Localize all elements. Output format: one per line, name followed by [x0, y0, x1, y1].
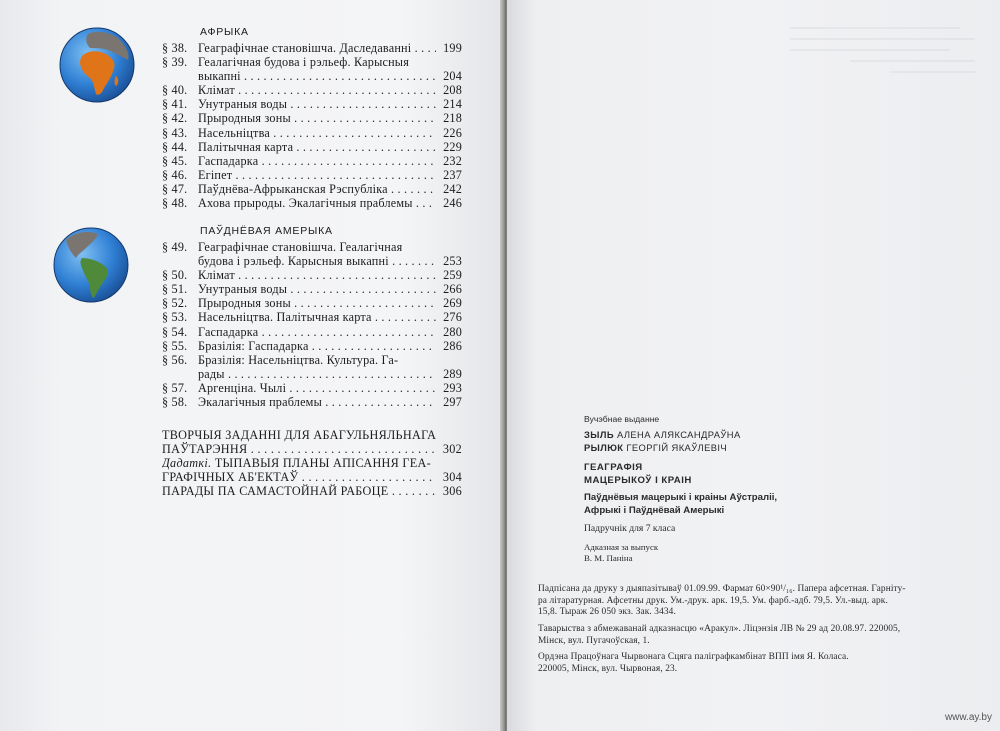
toc-entry-50: § 50. Клімат . . . 259 — [162, 268, 462, 282]
toc-entry-54: § 54. Гаспадарка . . . 280 — [162, 325, 462, 339]
toc-entry-43: § 43. Насельніцтва . . . 226 — [162, 126, 462, 140]
toc-appendix: Дадаткі. ТЫПАВЫЯ ПЛАНЫ АПІСАННЯ ГЕА- — [162, 456, 431, 471]
toc-entry-39: § 39. Геалагічная будова і рэльеф. Карысныя — [162, 55, 410, 70]
toc-entry-40: § 40. Клімат . . . 208 — [162, 83, 462, 97]
africa-globe-icon — [58, 26, 136, 104]
toc-creative-tasks-cont: ПАЎТАРЭННЯ . . . 302 — [162, 442, 462, 456]
toc-tips: ПАРАДЫ ПА САМАСТОЙНАЙ РАБОЦЕ . . . 306 — [162, 484, 462, 498]
printing-details: Падпісана да друку з дыяпазітываў 01.09.99. Фармат 60×90¹/₁₆. Папера афсетная. Гарніту- ра літаратурная. Афсетны друк. Ум.-друк. арк. 19,5. Ум. фарб.-адб. 79,5. Ул.-выд. арк. 15,8. Тыраж 26 050 экз. Зак. 3434. — [538, 584, 906, 618]
toc-entry-45: § 45. Гаспадарка . . . 232 — [162, 154, 462, 168]
toc-entry-48: § 48. Ахова прыроды. Экалагічныя праблемы . . . 246 — [162, 196, 462, 210]
imprint-block — [584, 414, 984, 564]
printer-details: Ордэна Працоўнага Чырвонага Сцяга паліграфкамбінат ВПП імя Я. Коласа. 220005, Мінск, вул. Чырвоная, 23. — [538, 652, 849, 674]
toc-entry-56-cont: рады . . . 289 — [162, 367, 462, 381]
toc-entry-55: § 55. Бразілія: Гаспадарка . . . 286 — [162, 339, 462, 353]
authors: ЗЫЛЬ АЛЕНА АЛЯКСАНДРАЎНА РЫЛЮК ГЕОРГІЙ ЯКАЎЛЕВІЧ — [584, 429, 741, 453]
toc-entry-46: § 46. Егіпет . . . 237 — [162, 168, 462, 182]
toc-entry-49-cont: будова і рэльеф. Карысныя выкапні . . . 253 — [162, 254, 462, 268]
section-title-africa: АФРЫКА — [200, 26, 249, 38]
toc-entry-39-cont: выкапні . . . 204 — [162, 69, 462, 83]
toc-entry-57: § 57. Аргенціна. Чылі . . . 293 — [162, 381, 462, 395]
toc-entry-56: § 56. Бразілія: Насельніцтва. Культура. Га- — [162, 352, 399, 367]
section-title-south-america: ПАЎДНЁВАЯ АМЕРЫКА — [200, 225, 333, 237]
toc-entry-53: § 53. Насельніцтва. Палітычная карта . . . 276 — [162, 310, 462, 324]
toc-entry-38: § 38. Геаграфічнае становішча. Даследаванні . . . 199 — [162, 41, 462, 55]
right-page-imprint — [507, 0, 1000, 731]
publisher-details: Таварыства з абмежаванай адказнасцю «Аракул». Ліцэнзія ЛВ № 29 ад 20.08.97. 220005, Мінск, вул. Пугачоўская, 1. — [538, 624, 901, 646]
toc-appendix-cont: ГРАФІЧНЫХ АБ'ЕКТАЎ . . . 304 — [162, 470, 462, 484]
book-subtitle: Паўднёвыя мацерыкі і краіны Аўстраліі, Афрыкі і Паўднёвай Амерыкі — [584, 492, 778, 516]
edition-type: Вучэбнае выданне — [584, 414, 660, 424]
site-watermark: www.ay.by — [944, 712, 992, 723]
toc-entry-47: § 47. Паўднёва-Афрыканская Рэспубліка . . . 242 — [162, 182, 462, 196]
toc-entry-51: § 51. Унутраныя воды . . . 266 — [162, 282, 462, 296]
toc-appendices — [162, 428, 462, 498]
toc-entry-49: § 49. Геаграфічнае становішча. Геалагічная — [162, 240, 403, 254]
toc-south-america — [162, 240, 462, 409]
toc-creative-tasks: ТВОРЧЫЯ ЗАДАННІ ДЛЯ АБАГУЛЬНЯЛЬНАГА — [162, 428, 437, 442]
toc-entry-42: § 42. Прыродныя зоны . . . 218 — [162, 111, 462, 125]
show-through-ghost-text — [790, 22, 980, 82]
responsible-editor: Адказная за выпуск В. М. Паніна — [584, 542, 659, 564]
toc-entry-52: § 52. Прыродныя зоны . . . 269 — [162, 296, 462, 310]
toc-entry-44: § 44. Палітычная карта . . . 229 — [162, 140, 462, 154]
toc-entry-41: § 41. Унутраныя воды . . . 214 — [162, 97, 462, 111]
grade-note: Падручнік для 7 класа — [584, 523, 676, 535]
toc-entry-58: § 58. Экалагічныя праблемы . . . 297 — [162, 395, 462, 409]
south-america-globe-icon — [52, 226, 130, 304]
book-title: ГЕАГРАФІЯ МАЦЕРЫКОЎ І КРАІН — [584, 462, 692, 486]
toc-africa — [162, 41, 462, 210]
